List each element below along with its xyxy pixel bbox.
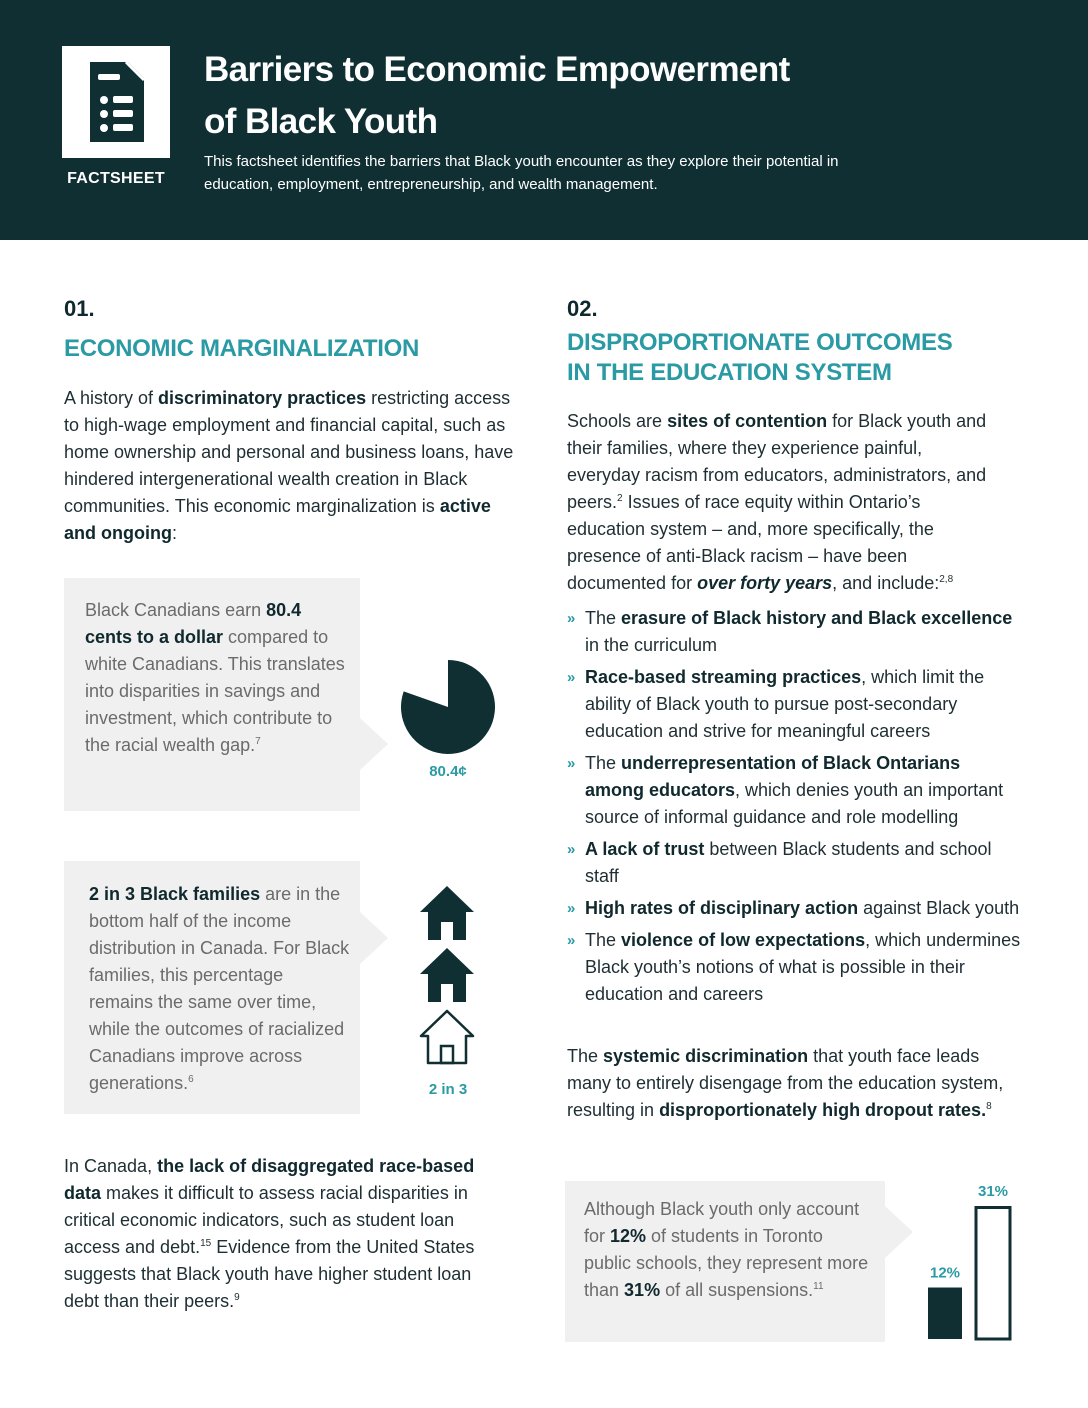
pie-slice-80-4 bbox=[401, 660, 495, 754]
list-item: » Race-based streaming practices, which limit the ability of Black youth to pursue post-secondary education and strive for meaningful careers bbox=[567, 667, 985, 741]
page-title-line-2: of Black Youth bbox=[204, 102, 438, 141]
suspensions-bar-chart bbox=[918, 1176, 1028, 1344]
bar-students bbox=[928, 1288, 962, 1339]
callout-suspensions-text: Although Black youth only account for 12% of students in Toronto public schools, they represent more than 31% of all suspensions.$^{11}$ bbox=[584, 1199, 869, 1300]
education-issues-list bbox=[567, 605, 1022, 1013]
callout-income-text: 2 in 3 Black families are in the bottom half of the income distribution in Canada. For Black families, this percentage remains the same over time, while the outcomes of racialized Canadians improve across generations.$^6$ bbox=[89, 884, 350, 1093]
callout-arrow bbox=[885, 1206, 913, 1258]
list-item: » A lack of trust between Black students and school staff bbox=[567, 839, 992, 886]
section-1-title: ECONOMIC MARGINALIZATION bbox=[64, 335, 419, 362]
section-1-paragraph-1: A history of discriminatory practices restricting access to high-wage employment and financial capital, such as home ownership and personal and business loans, have hindered intergenerational wealth creation in Black communities. This economic marginalization is active and ongoing: bbox=[64, 388, 514, 543]
list-item: » The violence of low expectations, which undermines Black youth’s notions of what is possible in their education and careers bbox=[567, 930, 1021, 1004]
factsheet-label: FACTSHEET bbox=[67, 170, 165, 187]
bar-suspensions bbox=[976, 1208, 1010, 1340]
section-2-title: DISPROPORTIONATE OUTCOMES IN THE EDUCATION SYSTEM bbox=[567, 329, 953, 386]
section-2-number: 02. bbox=[567, 296, 598, 321]
callout-arrow bbox=[360, 912, 388, 964]
intro-text: This factsheet identifies the barriers that Black youth encounter as they explore their potential in education, employment, entrepreneurship, and wealth management. bbox=[204, 153, 839, 193]
bar-label-students: 12% bbox=[929, 1264, 961, 1282]
wage-pie-chart bbox=[400, 659, 496, 755]
house-icon bbox=[420, 948, 474, 1002]
section-1-number: 01. bbox=[64, 296, 95, 321]
callout-wage-gap-text: Black Canadians earn 80.4 cents to a dollar compared to white Canadians. This translates into disparities in savings and investment, which contribute to the racial wealth gap.$^7$ bbox=[85, 600, 345, 755]
wage-stat-label: 80.4¢ bbox=[429, 763, 467, 780]
section-2-paragraph-1: Schools are sites of contention for Black youth and their families, where they experience painful, everyday racism from educators, administrators, and peers.$^2$ Issues of race equity within Ontario’s education system – and, more specifically, the presence of anti-Black racism – have been documented for over forty years, and include:$^{2,8}$ bbox=[567, 411, 987, 593]
houses-graphic bbox=[418, 884, 476, 1070]
list-item: » High rates of disciplinary action against Black youth bbox=[567, 898, 1020, 918]
list-item: » The underrepresentation of Black Ontarians among educators, which denies youth an important source of informal guidance and role modelling bbox=[567, 753, 1004, 827]
bar-label-suspensions: 31% bbox=[977, 1183, 1009, 1200]
callout-arrow bbox=[360, 718, 388, 770]
list-item: » The erasure of Black history and Black excellence in the curriculum bbox=[567, 608, 1013, 655]
section-1-paragraph-2: In Canada, the lack of disaggregated race-based data makes it difficult to assess racial disparities in critical economic indicators, such as student loan access and debt.$^{15}$ Evidence from the United States suggests that Black youth have higher student loan debt than their peers.$^9$ bbox=[64, 1156, 475, 1311]
houses-stat-label: 2 in 3 bbox=[428, 1081, 468, 1098]
house-icon-outline bbox=[421, 1011, 473, 1063]
header-banner bbox=[0, 0, 1088, 240]
page-title-line-1: Barriers to Economic Empowerment bbox=[204, 50, 790, 89]
page-title bbox=[204, 44, 944, 148]
document-list-icon bbox=[62, 46, 170, 158]
section-2-paragraph-2: The systemic discrimination that youth face leads many to entirely disengage from the education system, resulting in disproportionately high dropout rates.$^8$ bbox=[567, 1046, 1004, 1120]
house-icon bbox=[420, 886, 474, 940]
